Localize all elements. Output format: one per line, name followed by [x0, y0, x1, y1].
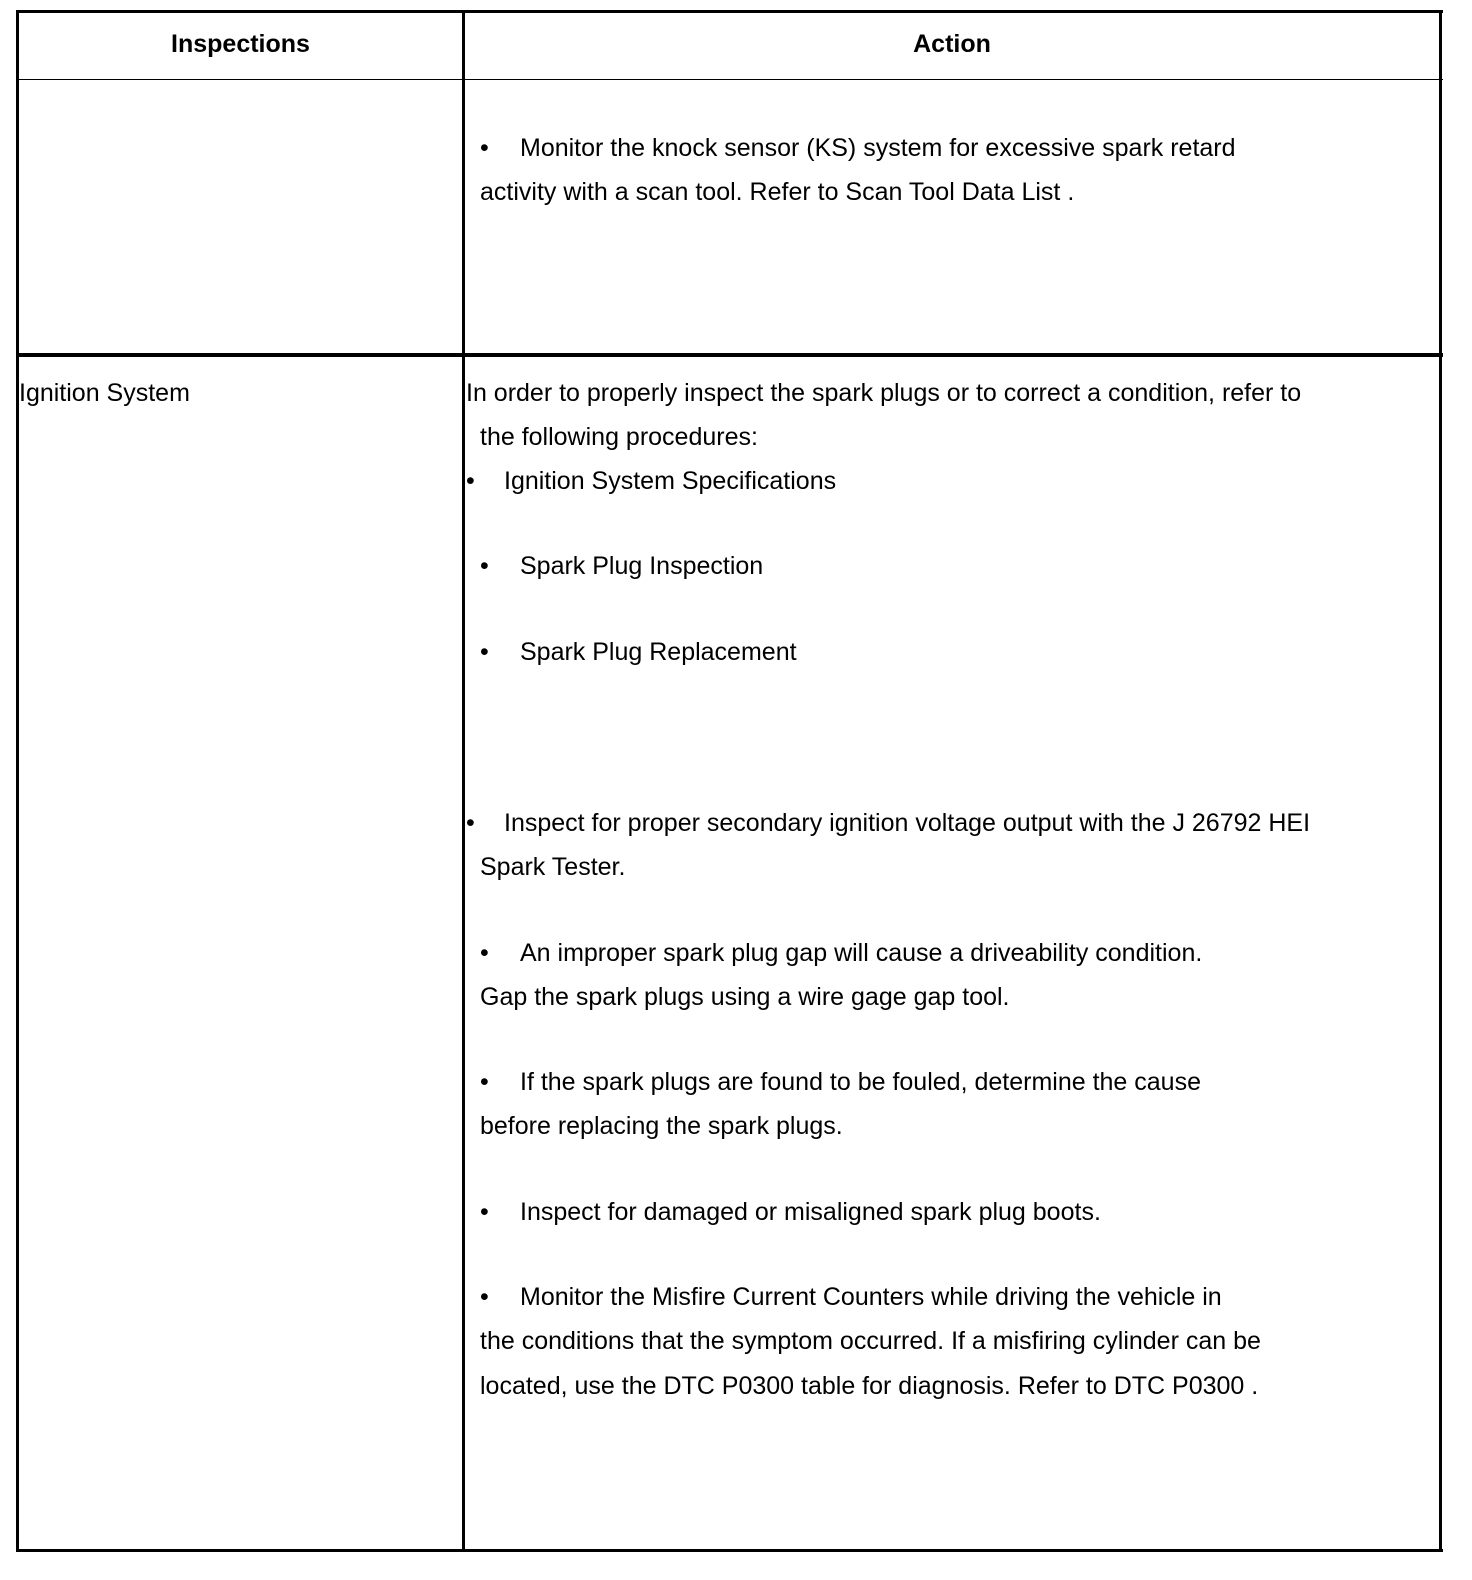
- procedure-spark-plug-replacement: Spark Plug Replacement: [520, 638, 797, 666]
- ks-monitor-text-1: Monitor the knock sensor (KS) system for excessive spark retard: [520, 134, 1236, 162]
- header-action: Action: [913, 30, 991, 58]
- misfire-text-3: located, use the DTC P0300 table for diagnosis. Refer to DTC P0300 .: [480, 1372, 1259, 1400]
- gap-item: [480, 931, 1202, 975]
- ks-monitor-item: [480, 126, 1236, 170]
- inspection-ignition-system: Ignition System: [19, 379, 190, 407]
- misfire-text-2: the conditions that the symptom occurred. If a misfiring cylinder can be: [480, 1327, 1261, 1355]
- row-divider: [17, 353, 1443, 357]
- boots-text: Inspect for damaged or misaligned spark plug boots.: [520, 1198, 1101, 1226]
- bullet: •: [466, 467, 475, 495]
- misfire-item: [480, 1275, 1222, 1319]
- boots-item: [480, 1190, 1101, 1234]
- gap-text-1: An improper spark plug gap will cause a driveability condition.: [520, 939, 1203, 967]
- fouled-text-2: before replacing the spark plugs.: [480, 1112, 843, 1140]
- header-inspections: Inspections: [171, 30, 310, 58]
- column-divider: [462, 10, 465, 1552]
- fouled-text-1: If the spark plugs are found to be fouled, determine the cause: [520, 1068, 1201, 1096]
- procedure-item: [466, 459, 836, 503]
- misfire-text-1: Monitor the Misfire Current Counters while driving the vehicle in: [520, 1283, 1222, 1311]
- procedure-item: [480, 630, 797, 674]
- table-border-right: [1439, 10, 1442, 1552]
- voltage-text-1: Inspect for proper secondary ignition voltage output with the J 26792 HEI: [504, 809, 1311, 837]
- header-divider: [17, 79, 1443, 80]
- gap-text-2: Gap the spark plugs using a wire gage gap tool.: [480, 983, 1010, 1011]
- intro-text-2: the following procedures:: [480, 423, 758, 451]
- bullet: •: [480, 134, 489, 162]
- voltage-text-2: Spark Tester.: [480, 853, 626, 881]
- ks-monitor-text-2: activity with a scan tool. Refer to Scan Tool Data List .: [480, 178, 1075, 206]
- bullet: •: [480, 939, 489, 967]
- table-border-top: [17, 10, 1443, 13]
- table-border-left: [16, 10, 19, 1552]
- bullet: •: [480, 1198, 489, 1226]
- bullet: •: [480, 552, 489, 580]
- voltage-item: [466, 801, 1310, 845]
- fouled-item: [480, 1060, 1201, 1104]
- procedure-ignition-specs: Ignition System Specifications: [504, 467, 837, 495]
- intro-text-1: In order to properly inspect the spark plugs or to correct a condition, refer to: [466, 379, 1302, 407]
- bullet: •: [480, 1283, 489, 1311]
- bullet: •: [480, 1068, 489, 1096]
- table-border-bottom: [17, 1549, 1443, 1552]
- bullet: •: [466, 809, 475, 837]
- procedure-spark-plug-inspection: Spark Plug Inspection: [520, 552, 764, 580]
- bullet: •: [480, 638, 489, 666]
- procedure-item: [480, 544, 763, 588]
